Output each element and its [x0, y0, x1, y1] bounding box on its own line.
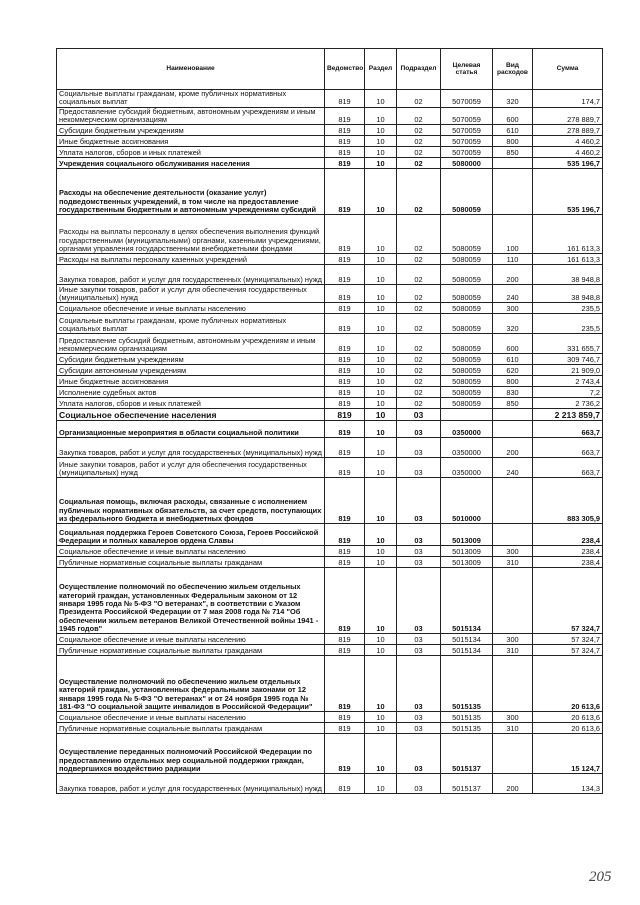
cell-name: Иные бюджетные ассигнования [57, 376, 325, 387]
cell-vid-rashodov: 800 [493, 376, 533, 387]
cell-vid-rashodov [493, 568, 533, 634]
cell-podrazdel: 03 [397, 458, 441, 478]
cell-vedomstvo: 819 [325, 645, 365, 656]
cell-vedomstvo: 819 [325, 723, 365, 734]
cell-name: Иные закупки товаров, работ и услуг для обеспечения государственных (муниципальных) нужд [57, 285, 325, 303]
cell-podrazdel: 03 [397, 568, 441, 634]
cell-vedomstvo: 819 [325, 125, 365, 136]
cell-name: Субсидии автономным учреждениям [57, 365, 325, 376]
table-row [57, 334, 603, 354]
cell-name: Социальная поддержка Героев Советского Союза, Героев Российской Федерации и полных кавалеров ордена Славы [57, 524, 325, 546]
cell-podrazdel: 03 [397, 524, 441, 546]
table-row [57, 265, 603, 285]
table-row [57, 712, 603, 723]
cell-celevaya-statya: 0350000 [441, 421, 493, 438]
cell-celevaya-statya: 5080059 [441, 169, 493, 215]
cell-vid-rashodov: 610 [493, 125, 533, 136]
cell-summa: 20 613,6 [533, 656, 603, 712]
cell-celevaya-statya: 5080059 [441, 215, 493, 254]
cell-name: Организационные мероприятия в области социальной политики [57, 421, 325, 438]
cell-summa: 663,7 [533, 438, 603, 458]
cell-podrazdel: 03 [397, 546, 441, 557]
cell-podrazdel: 02 [397, 147, 441, 158]
cell-name: Иные бюджетные ассигнования [57, 136, 325, 147]
cell-vedomstvo: 819 [325, 303, 365, 314]
cell-vedomstvo: 819 [325, 734, 365, 774]
budget-table [56, 48, 603, 794]
cell-vid-rashodov [493, 421, 533, 438]
table-row [57, 147, 603, 158]
cell-podrazdel: 02 [397, 265, 441, 285]
cell-razdel: 10 [365, 458, 397, 478]
header-vedomstvo: Ведомство [325, 49, 365, 90]
cell-name: Расходы на выплаты персоналу казенных учреждений [57, 254, 325, 265]
cell-name: Социальные выплаты гражданам, кроме публичных нормативных социальных выплат [57, 90, 325, 108]
cell-vid-rashodov: 850 [493, 147, 533, 158]
table-row [57, 169, 603, 215]
cell-name: Предоставление субсидий бюджетным, автономным учреждениям и иным некоммерческим организациям [57, 334, 325, 354]
cell-celevaya-statya: 5080059 [441, 303, 493, 314]
cell-celevaya-statya: 5080000 [441, 158, 493, 169]
cell-name: Социальное обеспечение и иные выплаты населению [57, 634, 325, 645]
cell-razdel: 10 [365, 90, 397, 108]
table-row [57, 458, 603, 478]
cell-vedomstvo: 819 [325, 634, 365, 645]
cell-podrazdel: 02 [397, 387, 441, 398]
cell-vedomstvo: 819 [325, 774, 365, 794]
cell-celevaya-statya: 5080059 [441, 365, 493, 376]
cell-vid-rashodov [493, 734, 533, 774]
cell-vedomstvo: 819 [325, 169, 365, 215]
cell-summa: 2 743,4 [533, 376, 603, 387]
header-name: Наименование [57, 49, 325, 90]
cell-vedomstvo: 819 [325, 568, 365, 634]
table-row [57, 645, 603, 656]
cell-vedomstvo: 819 [325, 409, 365, 421]
cell-celevaya-statya: 5070059 [441, 147, 493, 158]
table-row [57, 314, 603, 334]
cell-celevaya-statya: 5080059 [441, 387, 493, 398]
cell-celevaya-statya: 0350000 [441, 458, 493, 478]
cell-vid-rashodov: 320 [493, 90, 533, 108]
cell-vedomstvo: 819 [325, 458, 365, 478]
cell-podrazdel: 02 [397, 125, 441, 136]
cell-celevaya-statya: 0350000 [441, 438, 493, 458]
cell-celevaya-statya: 5080059 [441, 334, 493, 354]
table-row [57, 158, 603, 169]
table-row [57, 774, 603, 794]
cell-razdel: 10 [365, 557, 397, 568]
table-row [57, 365, 603, 376]
cell-name: Публичные нормативные социальные выплаты гражданам [57, 557, 325, 568]
cell-vedomstvo: 819 [325, 524, 365, 546]
cell-razdel: 10 [365, 158, 397, 169]
cell-summa: 161 613,3 [533, 215, 603, 254]
cell-summa: 20 613,6 [533, 712, 603, 723]
cell-summa: 663,7 [533, 421, 603, 438]
table-row [57, 734, 603, 774]
cell-summa: 20 613,6 [533, 723, 603, 734]
cell-summa: 331 655,7 [533, 334, 603, 354]
cell-name: Осуществление переданных полномочий Российской Федерации по предоставлению отдельных мер социальной поддержки граждан, подвергшихся воздействию радиации [57, 734, 325, 774]
cell-celevaya-statya: 5015135 [441, 712, 493, 723]
cell-razdel: 10 [365, 376, 397, 387]
cell-vid-rashodov: 310 [493, 645, 533, 656]
cell-name: Субсидии бюджетным учреждениям [57, 125, 325, 136]
header-row [57, 49, 603, 90]
cell-podrazdel: 02 [397, 376, 441, 387]
cell-podrazdel: 02 [397, 365, 441, 376]
cell-razdel: 10 [365, 524, 397, 546]
cell-razdel: 10 [365, 107, 397, 125]
cell-podrazdel: 02 [397, 254, 441, 265]
table-row [57, 254, 603, 265]
cell-razdel: 10 [365, 438, 397, 458]
cell-celevaya-statya [441, 409, 493, 421]
cell-podrazdel: 03 [397, 712, 441, 723]
cell-vid-rashodov: 620 [493, 365, 533, 376]
cell-celevaya-statya: 5015135 [441, 656, 493, 712]
cell-vid-rashodov: 850 [493, 398, 533, 409]
table-row [57, 90, 603, 108]
cell-vedomstvo: 819 [325, 354, 365, 365]
table-row [57, 354, 603, 365]
cell-vid-rashodov: 100 [493, 215, 533, 254]
cell-razdel: 10 [365, 723, 397, 734]
cell-podrazdel: 02 [397, 334, 441, 354]
cell-vid-rashodov: 300 [493, 546, 533, 557]
table-row [57, 478, 603, 524]
cell-vedomstvo: 819 [325, 254, 365, 265]
cell-celevaya-statya: 5013009 [441, 524, 493, 546]
cell-name: Исполнение судебных актов [57, 387, 325, 398]
cell-name: Учреждения социального обслуживания населения [57, 158, 325, 169]
cell-vid-rashodov [493, 158, 533, 169]
cell-razdel: 10 [365, 285, 397, 303]
cell-celevaya-statya: 5070059 [441, 90, 493, 108]
cell-celevaya-statya: 5015137 [441, 774, 493, 794]
cell-razdel: 10 [365, 409, 397, 421]
cell-name: Публичные нормативные социальные выплаты гражданам [57, 645, 325, 656]
cell-summa: 278 889,7 [533, 125, 603, 136]
header-podrazdel: Подраздел [397, 49, 441, 90]
header-razdel: Раздел [365, 49, 397, 90]
cell-vedomstvo: 819 [325, 314, 365, 334]
cell-celevaya-statya: 5080059 [441, 398, 493, 409]
cell-podrazdel: 03 [397, 656, 441, 712]
cell-name: Социальное обеспечение и иные выплаты населению [57, 303, 325, 314]
cell-vedomstvo: 819 [325, 656, 365, 712]
cell-summa: 57 324,7 [533, 634, 603, 645]
cell-razdel: 10 [365, 147, 397, 158]
cell-razdel: 10 [365, 354, 397, 365]
cell-razdel: 10 [365, 254, 397, 265]
cell-summa: 57 324,7 [533, 568, 603, 634]
cell-vedomstvo: 819 [325, 712, 365, 723]
cell-podrazdel: 02 [397, 136, 441, 147]
cell-razdel: 10 [365, 169, 397, 215]
cell-name: Осуществление полномочий по обеспечению жильем отдельных категорий граждан, установленных Федеральным законом от 12 января 1995 года № 5-ФЗ "О ветеранах", в соответствии с Указом Президента Российской Федерации от 7 мая 2008 года № 714 "Об обеспечении жильем ветеранов Великой Отечественной войны 1941 - 1945 годов" [57, 568, 325, 634]
cell-summa: 663,7 [533, 458, 603, 478]
cell-vid-rashodov: 200 [493, 774, 533, 794]
cell-razdel: 10 [365, 303, 397, 314]
cell-name: Уплата налогов, сборов и иных платежей [57, 398, 325, 409]
cell-name: Субсидии бюджетным учреждениям [57, 354, 325, 365]
table-row [57, 438, 603, 458]
cell-vid-rashodov: 300 [493, 634, 533, 645]
header-celevaya-statya: Целевая статья [441, 49, 493, 90]
cell-razdel: 10 [365, 365, 397, 376]
header-summa: Сумма [533, 49, 603, 90]
cell-celevaya-statya: 5015134 [441, 645, 493, 656]
cell-name: Предоставление субсидий бюджетным, автономным учреждениям и иным некоммерческим организациям [57, 107, 325, 125]
cell-name: Иные закупки товаров, работ и услуг для обеспечения государственных (муниципальных) нужд [57, 458, 325, 478]
cell-vid-rashodov: 200 [493, 438, 533, 458]
cell-vedomstvo: 819 [325, 438, 365, 458]
table-row [57, 723, 603, 734]
cell-podrazdel: 02 [397, 314, 441, 334]
cell-name: Закупка товаров, работ и услуг для государственных (муниципальных) нужд [57, 438, 325, 458]
cell-vedomstvo: 819 [325, 285, 365, 303]
table-row [57, 409, 603, 421]
cell-vedomstvo: 819 [325, 136, 365, 147]
cell-summa: 7,2 [533, 387, 603, 398]
cell-vid-rashodov: 240 [493, 458, 533, 478]
table-row [57, 376, 603, 387]
cell-summa: 238,4 [533, 557, 603, 568]
cell-razdel: 10 [365, 712, 397, 723]
cell-podrazdel: 03 [397, 438, 441, 458]
cell-summa: 134,3 [533, 774, 603, 794]
cell-vid-rashodov: 320 [493, 314, 533, 334]
cell-podrazdel: 03 [397, 478, 441, 524]
table-row [57, 634, 603, 645]
cell-vid-rashodov [493, 169, 533, 215]
cell-podrazdel: 02 [397, 107, 441, 125]
table-row [57, 136, 603, 147]
cell-vid-rashodov: 310 [493, 557, 533, 568]
cell-podrazdel: 02 [397, 158, 441, 169]
cell-vedomstvo: 819 [325, 90, 365, 108]
cell-razdel: 10 [365, 656, 397, 712]
table-row [57, 546, 603, 557]
cell-vid-rashodov: 600 [493, 334, 533, 354]
cell-vid-rashodov: 800 [493, 136, 533, 147]
cell-razdel: 10 [365, 421, 397, 438]
cell-celevaya-statya: 5013009 [441, 557, 493, 568]
cell-razdel: 10 [365, 398, 397, 409]
cell-vedomstvo: 819 [325, 557, 365, 568]
cell-celevaya-statya: 5080059 [441, 354, 493, 365]
cell-name: Осуществление полномочий по обеспечению жильем отдельных категорий граждан, установленных федеральными законами от 12 января 1995 года № 5-ФЗ "О ветеранах" и от 24 ноября 1995 года № 181-ФЗ "О социальной защите инвалидов в Российской Федерации" [57, 656, 325, 712]
cell-vedomstvo: 819 [325, 334, 365, 354]
cell-summa: 278 889,7 [533, 107, 603, 125]
cell-vedomstvo: 819 [325, 376, 365, 387]
table-row [57, 303, 603, 314]
cell-vid-rashodov: 200 [493, 265, 533, 285]
cell-summa: 38 948,8 [533, 265, 603, 285]
table-row [57, 285, 603, 303]
cell-vedomstvo: 819 [325, 265, 365, 285]
cell-name: Закупка товаров, работ и услуг для государственных (муниципальных) нужд [57, 774, 325, 794]
cell-summa: 161 613,3 [533, 254, 603, 265]
cell-podrazdel: 02 [397, 285, 441, 303]
cell-celevaya-statya: 5015137 [441, 734, 493, 774]
table-row [57, 387, 603, 398]
cell-razdel: 10 [365, 334, 397, 354]
cell-podrazdel: 03 [397, 409, 441, 421]
cell-razdel: 10 [365, 136, 397, 147]
cell-podrazdel: 03 [397, 723, 441, 734]
cell-summa: 4 460,2 [533, 147, 603, 158]
cell-razdel: 10 [365, 478, 397, 524]
cell-summa: 174,7 [533, 90, 603, 108]
cell-razdel: 10 [365, 568, 397, 634]
cell-name: Расходы на выплаты персоналу в целях обеспечения выполнения функций государственными (муниципальными) органами, казенными учреждениями, органами управления государственными внебюджетными фондами [57, 215, 325, 254]
cell-summa: 38 948,8 [533, 285, 603, 303]
table-row [57, 215, 603, 254]
cell-podrazdel: 03 [397, 645, 441, 656]
cell-summa: 21 909,0 [533, 365, 603, 376]
cell-vedomstvo: 819 [325, 365, 365, 376]
cell-celevaya-statya: 5010000 [441, 478, 493, 524]
cell-name: Уплата налогов, сборов и иных платежей [57, 147, 325, 158]
cell-summa: 883 305,9 [533, 478, 603, 524]
cell-name: Социальное обеспечение населения [57, 409, 325, 421]
cell-vedomstvo: 819 [325, 478, 365, 524]
cell-podrazdel: 02 [397, 215, 441, 254]
cell-summa: 235,5 [533, 303, 603, 314]
cell-razdel: 10 [365, 387, 397, 398]
table-row [57, 557, 603, 568]
cell-name: Публичные нормативные социальные выплаты гражданам [57, 723, 325, 734]
cell-summa: 15 124,7 [533, 734, 603, 774]
table-row [57, 398, 603, 409]
cell-vid-rashodov [493, 524, 533, 546]
cell-vid-rashodov: 110 [493, 254, 533, 265]
table-row [57, 107, 603, 125]
cell-podrazdel: 02 [397, 90, 441, 108]
table-row [57, 421, 603, 438]
cell-vid-rashodov [493, 478, 533, 524]
cell-name: Социальные выплаты гражданам, кроме публичных нормативных социальных выплат [57, 314, 325, 334]
cell-celevaya-statya: 5015134 [441, 634, 493, 645]
cell-vid-rashodov [493, 656, 533, 712]
cell-summa: 238,4 [533, 546, 603, 557]
cell-name: Социальная помощь, включая расходы, связанные с исполнением публичных нормативных обязательств, за счет средств, поступающих из федерального бюджета и внебюджетных фондов [57, 478, 325, 524]
table-row [57, 125, 603, 136]
cell-podrazdel: 02 [397, 169, 441, 215]
cell-razdel: 10 [365, 774, 397, 794]
cell-name: Закупка товаров, работ и услуг для государственных (муниципальных) нужд [57, 265, 325, 285]
page-number: 205 [589, 869, 612, 885]
cell-razdel: 10 [365, 645, 397, 656]
cell-podrazdel: 03 [397, 774, 441, 794]
cell-summa: 57 324,7 [533, 645, 603, 656]
cell-razdel: 10 [365, 215, 397, 254]
cell-razdel: 10 [365, 634, 397, 645]
cell-vid-rashodov: 300 [493, 712, 533, 723]
cell-vedomstvo: 819 [325, 398, 365, 409]
cell-razdel: 10 [365, 314, 397, 334]
cell-celevaya-statya: 5080059 [441, 314, 493, 334]
cell-celevaya-statya: 5070059 [441, 107, 493, 125]
cell-podrazdel: 02 [397, 303, 441, 314]
cell-celevaya-statya: 5013009 [441, 546, 493, 557]
cell-summa: 2 736,2 [533, 398, 603, 409]
cell-vedomstvo: 819 [325, 387, 365, 398]
cell-vid-rashodov: 310 [493, 723, 533, 734]
cell-celevaya-statya: 5015135 [441, 723, 493, 734]
cell-podrazdel: 03 [397, 634, 441, 645]
cell-vid-rashodov: 610 [493, 354, 533, 365]
cell-razdel: 10 [365, 734, 397, 774]
cell-summa: 235,5 [533, 314, 603, 334]
cell-vedomstvo: 819 [325, 546, 365, 557]
cell-vid-rashodov: 300 [493, 303, 533, 314]
cell-podrazdel: 02 [397, 398, 441, 409]
cell-name: Социальное обеспечение и иные выплаты населению [57, 712, 325, 723]
cell-vid-rashodov: 600 [493, 107, 533, 125]
cell-vedomstvo: 819 [325, 158, 365, 169]
cell-celevaya-statya: 5080059 [441, 254, 493, 265]
cell-name: Расходы на обеспечение деятельности (оказание услуг) подведомственных учреждений, в том числе на предоставление государственным бюджетным и автономным учреждениям субсидий [57, 169, 325, 215]
table-row [57, 568, 603, 634]
cell-razdel: 10 [365, 546, 397, 557]
cell-summa: 535 196,7 [533, 169, 603, 215]
cell-celevaya-statya: 5080059 [441, 376, 493, 387]
cell-celevaya-statya: 5070059 [441, 125, 493, 136]
cell-name: Социальное обеспечение и иные выплаты населению [57, 546, 325, 557]
cell-vid-rashodov: 240 [493, 285, 533, 303]
cell-podrazdel: 03 [397, 421, 441, 438]
cell-podrazdel: 02 [397, 354, 441, 365]
cell-vid-rashodov [493, 409, 533, 421]
cell-celevaya-statya: 5080059 [441, 285, 493, 303]
cell-summa: 4 460,2 [533, 136, 603, 147]
cell-vedomstvo: 819 [325, 147, 365, 158]
cell-vedomstvo: 819 [325, 107, 365, 125]
cell-summa: 238,4 [533, 524, 603, 546]
cell-vedomstvo: 819 [325, 421, 365, 438]
cell-summa: 535 196,7 [533, 158, 603, 169]
cell-summa: 2 213 859,7 [533, 409, 603, 421]
header-vid-rashodov: Вид расходов [493, 49, 533, 90]
cell-vedomstvo: 819 [325, 215, 365, 254]
cell-celevaya-statya: 5015134 [441, 568, 493, 634]
cell-razdel: 10 [365, 265, 397, 285]
cell-podrazdel: 03 [397, 734, 441, 774]
cell-razdel: 10 [365, 125, 397, 136]
table-row [57, 656, 603, 712]
cell-celevaya-statya: 5070059 [441, 136, 493, 147]
cell-vid-rashodov: 830 [493, 387, 533, 398]
cell-celevaya-statya: 5080059 [441, 265, 493, 285]
cell-podrazdel: 03 [397, 557, 441, 568]
table-row [57, 524, 603, 546]
cell-summa: 309 746,7 [533, 354, 603, 365]
